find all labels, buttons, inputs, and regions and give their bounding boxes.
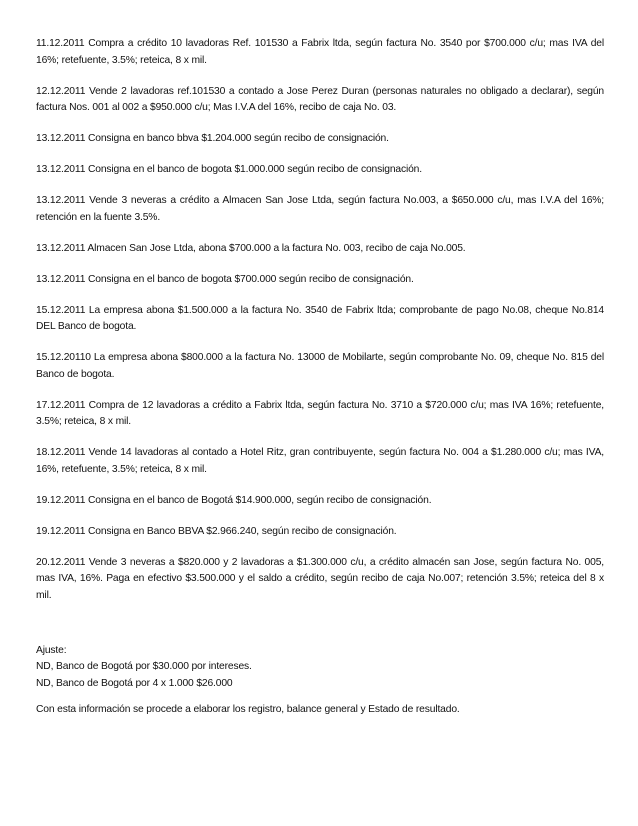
- adjustments-title: Ajuste:: [36, 644, 67, 656]
- entry-3: 13.12.2011 Consigna en banco bbva $1.204.000 según recibo de consignación.: [36, 133, 389, 144]
- entry-13: 19.12.2011 Consigna en Banco BBVA $2.966.240, según recibo de consignación.: [36, 525, 397, 537]
- entry-11: 18.12.2011 Vende 14 lavadoras al contado a Hotel Ritz, gran contribuyente, según factura No. 004 a $1.280.000 c/u; mas IVA, 16%, retefuente, 3.5%; reteica, 8 x mil.: [36, 447, 604, 475]
- entry-1: 11.12.2011 Compra a crédito 10 lavadoras Ref. 101530 a Fabrix ltda, según factura No. 3540 por $700.000 c/u; mas IVA del 16%; retefuente, 3.5%; reteica, 8 x mil.: [36, 38, 604, 66]
- entry-10: 17.12.2011 Compra de 12 lavadoras a crédito a Fabrix ltda, según factura No. 3710 a $720.000 c/u; mas IVA 16%; retefuente, 3.5%; reteica, 8 x mil.: [36, 399, 604, 427]
- adjustment-line-2: ND, Banco de Bogotá por 4 x 1.000 $26.000: [36, 677, 233, 689]
- document-page: [36, 36, 604, 729]
- entry-4: 13.12.2011 Consigna en el banco de bogota $1.000.000 según recibo de consignación.: [36, 164, 422, 175]
- entry-2: 12.12.2011 Vende 2 lavadoras ref.101530 a contado a Jose Perez Duran (personas naturales no obligado a declarar), según factura Nos. 001 al 002 a $950.000 c/u; Mas I.V.A del 16%, recibo de caja No. 03.: [36, 85, 604, 113]
- entry-8: 15.12.2011 La empresa abona $1.500.000 a la factura No. 3540 de Fabrix ltda; comprobante de pago No.08, cheque No.814 DEL Banco de bogota.: [36, 304, 604, 332]
- entry-5: 13.12.2011 Vende 3 neveras a crédito a Almacen San Jose Ltda, según factura No.003, a $650.000 c/u, mas I.V.A del 16%; retención en la fuente 3.5%.: [36, 195, 604, 223]
- entry-7: 13.12.2011 Consigna en el banco de bogota $700.000 según recibo de consignación.: [36, 273, 414, 285]
- entry-6: 13.12.2011 Almacen San Jose Ltda, abona $700.000 a la factura No. 003, recibo de caja No.005.: [36, 242, 466, 254]
- spacer: [36, 619, 604, 643]
- adjustment-line-1: ND, Banco de Bogotá por $30.000 por intereses.: [36, 661, 252, 672]
- entry-14: 20.12.2011 Vende 3 neveras a $820.000 y 2 lavadoras a $1.300.000 c/u, a crédito almacén san Jose, según factura No. 005, mas IVA, 16%. Paga en efectivo $3.500.000 y el saldo a crédito, según recibo de caja No.007; retención 3.5%; reteica del 8 x mil.: [36, 556, 604, 601]
- entry-12: 19.12.2011 Consigna en el banco de Bogotá $14.900.000, según recibo de consignación.: [36, 494, 432, 506]
- adjustments-section: [36, 643, 604, 693]
- entry-9: 15.12.20110 La empresa abona $800.000 a la factura No. 13000 de Mobilarte, según comprobante No. 09, cheque No. 815 del Banco de bogota.: [36, 352, 604, 380]
- closing-text: Con esta información se procede a elaborar los registro, balance general y Estado de resultado.: [36, 704, 460, 715]
